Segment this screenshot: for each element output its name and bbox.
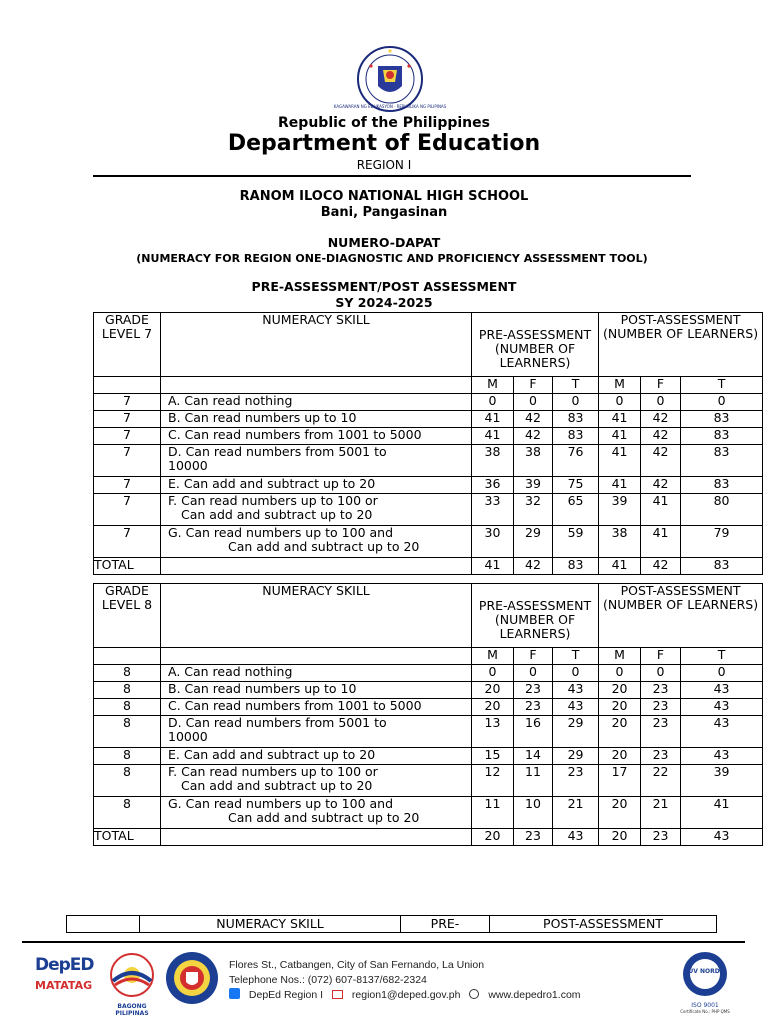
- pre-f-header: F: [514, 648, 553, 665]
- grade-level-header: GRADE LEVEL 8: [94, 584, 161, 648]
- footer-facebook[interactable]: DepEd Region I: [248, 989, 324, 1001]
- table-row: [94, 394, 763, 411]
- post-m-cell: 20: [599, 748, 641, 765]
- skill-text-continued: Can add and subtract up to 20: [181, 507, 373, 522]
- cert-name: TÜV NORD: [684, 968, 720, 975]
- pre-m-cell: 0: [472, 665, 514, 682]
- total-row: [94, 558, 763, 575]
- post-f-header: F: [641, 377, 681, 394]
- pre-f-cell: 32: [514, 494, 553, 526]
- pre-m-total: 41: [472, 558, 514, 575]
- grade-level-cell: 7: [94, 394, 161, 411]
- post-t-total: 83: [681, 558, 763, 575]
- post-m-cell: 39: [599, 494, 641, 526]
- table-row: [94, 526, 763, 558]
- skill-cell: [161, 394, 472, 411]
- footer-email[interactable]: region1@deped.gov.ph: [351, 989, 461, 1001]
- post-f-cell: 0: [641, 394, 681, 411]
- skill-text-continued: 10000: [168, 729, 208, 744]
- assessment-type: PRE-ASSESSMENT/POST ASSESSMENT: [251, 279, 517, 294]
- cert-number: Certificate No.: PHP QMS: [680, 1009, 730, 1014]
- post-t-cell: 43: [681, 682, 763, 699]
- pre-m-total: 20: [472, 829, 514, 846]
- pre-m-header: M: [472, 377, 514, 394]
- table-row: [94, 765, 763, 797]
- skill-cell: [161, 477, 472, 494]
- pre-m-cell: 0: [472, 394, 514, 411]
- pre-m-cell: 41: [472, 411, 514, 428]
- skill-text: E. Can add and subtract up to 20: [168, 747, 376, 762]
- grade-level-cell: 8: [94, 797, 161, 829]
- post-f-cell: 42: [641, 411, 681, 428]
- post-m-cell: 20: [599, 699, 641, 716]
- footer-telephone: Telephone Nos.: (072) 607-8137/682-2324: [229, 974, 427, 986]
- footer-website[interactable]: www.depedro1.com: [488, 989, 581, 1001]
- post-f-total: 23: [641, 829, 681, 846]
- pre-m-cell: 41: [472, 428, 514, 445]
- header-divider: [93, 175, 691, 177]
- pre-f-cell: 42: [514, 411, 553, 428]
- post-f-cell: 42: [641, 445, 681, 477]
- grade-level-cell: 7: [94, 411, 161, 428]
- skill-cell: [161, 411, 472, 428]
- skill-text-continued: Can add and subtract up to 20: [181, 778, 373, 793]
- post-f-cell: 42: [641, 428, 681, 445]
- pre-assessment-header: PRE-ASSESSMENT (NUMBER OF LEARNERS): [472, 584, 599, 648]
- empty-cell: [161, 377, 472, 394]
- post-m-header: M: [599, 648, 641, 665]
- skill-text: B. Can read numbers up to 10: [168, 410, 357, 425]
- post-header: POST-ASSESSMENT: [490, 916, 717, 933]
- grade-level-header: GRADE LEVEL 7: [94, 313, 161, 377]
- total-label: TOTAL: [94, 829, 161, 846]
- post-f-cell: 23: [641, 748, 681, 765]
- pre-m-cell: 12: [472, 765, 514, 797]
- post-assessment-header: POST-ASSESSMENT (NUMBER OF LEARNERS): [599, 313, 763, 377]
- pre-f-cell: 14: [514, 748, 553, 765]
- post-m-cell: 20: [599, 716, 641, 748]
- bagong-pilipinas-logo: [103, 951, 161, 1017]
- post-f-cell: 23: [641, 682, 681, 699]
- footer-address: Flores St., Catbangen, City of San Fernando, La Union: [229, 959, 485, 971]
- next-table-header: [66, 915, 717, 933]
- pre-t-cell: 76: [553, 445, 599, 477]
- deped-matatag-logo: [35, 955, 97, 1003]
- post-m-cell: 38: [599, 526, 641, 558]
- document-title: NUMERO-DAPAT: [327, 235, 441, 250]
- footer-links: [229, 988, 587, 1003]
- skill-cell: [161, 682, 472, 699]
- grade-7-table: [93, 312, 763, 575]
- skill-text-continued: 10000: [168, 458, 208, 473]
- post-m-cell: 41: [599, 428, 641, 445]
- post-m-cell: 0: [599, 394, 641, 411]
- pre-f-header: F: [514, 377, 553, 394]
- post-t-cell: 0: [681, 394, 763, 411]
- post-t-cell: 0: [681, 665, 763, 682]
- pre-t-cell: 29: [553, 748, 599, 765]
- table-row: [94, 682, 763, 699]
- skill-text: A. Can read nothing: [168, 664, 293, 679]
- skill-cell: [161, 445, 472, 477]
- skill-cell: [161, 699, 472, 716]
- post-t-cell: 43: [681, 716, 763, 748]
- skill-cell: [161, 716, 472, 748]
- post-t-cell: 83: [681, 411, 763, 428]
- skill-cell: [161, 428, 472, 445]
- pre-t-cell: 75: [553, 477, 599, 494]
- skill-text: G. Can read numbers up to 100 and: [168, 525, 394, 540]
- post-m-total: 20: [599, 829, 641, 846]
- post-t-header: T: [681, 648, 763, 665]
- table-row: [94, 445, 763, 477]
- pre-t-cell: 83: [553, 411, 599, 428]
- school-location: Bani, Pangasinan: [320, 205, 448, 220]
- pre-f-cell: 0: [514, 665, 553, 682]
- pre-t-cell: 83: [553, 428, 599, 445]
- grade-level-cell: 7: [94, 494, 161, 526]
- post-m-cell: 41: [599, 477, 641, 494]
- post-t-cell: 43: [681, 699, 763, 716]
- post-t-cell: 80: [681, 494, 763, 526]
- document-subtitle: (NUMERACY FOR REGION ONE-DIAGNOSTIC AND PROFICIENCY ASSESSMENT TOOL): [136, 252, 648, 265]
- grade-level-cell: 8: [94, 716, 161, 748]
- post-t-total: 43: [681, 829, 763, 846]
- pre-f-total: 23: [514, 829, 553, 846]
- skill-cell: [161, 748, 472, 765]
- grade-level-cell: 8: [94, 682, 161, 699]
- empty-cell: [94, 648, 161, 665]
- pre-t-cell: 29: [553, 716, 599, 748]
- pre-m-cell: 13: [472, 716, 514, 748]
- footer-contact: [229, 958, 587, 1003]
- post-t-cell: 39: [681, 765, 763, 797]
- globe-icon: [469, 989, 479, 999]
- pre-f-cell: 23: [514, 699, 553, 716]
- total-row: [94, 829, 763, 846]
- skill-text: F. Can read numbers up to 100 or: [168, 764, 378, 779]
- table-row: [94, 716, 763, 748]
- post-t-cell: 79: [681, 526, 763, 558]
- deped-seal-logo: [333, 46, 447, 112]
- pre-m-header: M: [472, 648, 514, 665]
- pre-m-cell: 11: [472, 797, 514, 829]
- skill-text: G. Can read numbers up to 100 and: [168, 796, 394, 811]
- iso-certification-logo: [676, 950, 734, 1016]
- grade-level-cell: 8: [94, 699, 161, 716]
- post-f-cell: 42: [641, 477, 681, 494]
- pre-f-cell: 38: [514, 445, 553, 477]
- skill-text-continued: Can add and subtract up to 20: [228, 539, 420, 554]
- svg-text:KAGAWARAN NG EDUKASYON · REPUB: KAGAWARAN NG EDUKASYON · REPUBLIKA NG PILIPINAS: [333, 104, 447, 109]
- skill-text: C. Can read numbers from 1001 to 5000: [168, 698, 422, 713]
- pre-f-cell: 23: [514, 682, 553, 699]
- pre-f-cell: 29: [514, 526, 553, 558]
- pre-m-cell: 15: [472, 748, 514, 765]
- empty-cell: [67, 916, 140, 933]
- pre-f-cell: 10: [514, 797, 553, 829]
- post-f-header: F: [641, 648, 681, 665]
- post-t-cell: 83: [681, 428, 763, 445]
- post-f-cell: 22: [641, 765, 681, 797]
- pre-m-cell: 38: [472, 445, 514, 477]
- post-f-cell: 23: [641, 716, 681, 748]
- post-m-cell: 20: [599, 682, 641, 699]
- table-row: [94, 665, 763, 682]
- footer-divider: [22, 941, 745, 943]
- pre-m-cell: 20: [472, 682, 514, 699]
- department-heading: Department of Education: [227, 131, 541, 156]
- post-t-cell: 83: [681, 477, 763, 494]
- post-m-header: M: [599, 377, 641, 394]
- school-year: SY 2024-2025: [335, 295, 433, 310]
- region-label: REGION I: [356, 158, 412, 172]
- empty-cell: [161, 558, 472, 575]
- pre-t-total: 83: [553, 558, 599, 575]
- post-f-cell: 0: [641, 665, 681, 682]
- pre-f-cell: 11: [514, 765, 553, 797]
- pre-f-cell: 42: [514, 428, 553, 445]
- table-row: [94, 699, 763, 716]
- skill-header: NUMERACY SKILL: [161, 584, 472, 648]
- pre-f-cell: 16: [514, 716, 553, 748]
- skill-cell: [161, 797, 472, 829]
- total-label: TOTAL: [94, 558, 161, 575]
- pre-header: PRE-: [401, 916, 490, 933]
- skill-text: E. Can add and subtract up to 20: [168, 476, 376, 491]
- pre-m-cell: 36: [472, 477, 514, 494]
- table-row: [94, 797, 763, 829]
- skill-cell: [161, 765, 472, 797]
- facebook-icon: [229, 988, 240, 999]
- skill-text: A. Can read nothing: [168, 393, 293, 408]
- skill-header: NUMERACY SKILL: [140, 916, 401, 933]
- pre-f-cell: 0: [514, 394, 553, 411]
- post-m-cell: 0: [599, 665, 641, 682]
- pre-t-total: 43: [553, 829, 599, 846]
- grade-level-cell: 7: [94, 428, 161, 445]
- skill-cell: [161, 665, 472, 682]
- pre-t-cell: 43: [553, 682, 599, 699]
- pre-t-header: T: [553, 648, 599, 665]
- post-t-cell: 83: [681, 445, 763, 477]
- skill-cell: [161, 526, 472, 558]
- skill-text: B. Can read numbers up to 10: [168, 681, 357, 696]
- post-t-header: T: [681, 377, 763, 394]
- region-seal-logo: [164, 950, 220, 1006]
- post-assessment-header: POST-ASSESSMENT (NUMBER OF LEARNERS): [599, 584, 763, 648]
- skill-text: C. Can read numbers from 1001 to 5000: [168, 427, 422, 442]
- pre-t-header: T: [553, 377, 599, 394]
- grade-level-cell: 7: [94, 526, 161, 558]
- grade-level-cell: 7: [94, 445, 161, 477]
- pre-m-cell: 20: [472, 699, 514, 716]
- post-f-total: 42: [641, 558, 681, 575]
- post-f-cell: 41: [641, 526, 681, 558]
- pre-t-cell: 59: [553, 526, 599, 558]
- post-t-cell: 43: [681, 748, 763, 765]
- empty-cell: [161, 829, 472, 846]
- pre-t-cell: 21: [553, 797, 599, 829]
- pre-f-total: 42: [514, 558, 553, 575]
- table-row: [94, 411, 763, 428]
- deped-wordmark: DepED: [35, 955, 94, 975]
- post-m-cell: 41: [599, 411, 641, 428]
- pre-t-cell: 43: [553, 699, 599, 716]
- post-m-cell: 17: [599, 765, 641, 797]
- post-t-cell: 41: [681, 797, 763, 829]
- pre-assessment-header: PRE-ASSESSMENT (NUMBER OF LEARNERS): [472, 313, 599, 377]
- pre-t-cell: 0: [553, 394, 599, 411]
- skill-text-continued: Can add and subtract up to 20: [228, 810, 420, 825]
- table-row: [94, 748, 763, 765]
- skill-text: D. Can read numbers from 5001 to: [168, 715, 387, 730]
- post-m-total: 41: [599, 558, 641, 575]
- skill-text: F. Can read numbers up to 100 or: [168, 493, 378, 508]
- pre-m-cell: 30: [472, 526, 514, 558]
- skill-header: NUMERACY SKILL: [161, 313, 472, 377]
- table-row: [94, 477, 763, 494]
- bagong-pilipinas-label: BAGONG PILIPINAS: [115, 1003, 149, 1017]
- bagong-pilipinas-emblem: [103, 951, 161, 999]
- grade-level-cell: 8: [94, 748, 161, 765]
- grade-level-cell: 8: [94, 665, 161, 682]
- grade-8-table: [93, 583, 763, 846]
- email-icon: [332, 990, 343, 999]
- post-f-cell: 41: [641, 494, 681, 526]
- post-m-cell: 41: [599, 445, 641, 477]
- pre-m-cell: 33: [472, 494, 514, 526]
- post-m-cell: 20: [599, 797, 641, 829]
- republic-heading: Republic of the Philippines: [278, 115, 490, 131]
- grade-level-cell: 8: [94, 765, 161, 797]
- cert-iso: ISO 9001: [691, 1002, 719, 1009]
- school-name: RANOM ILOCO NATIONAL HIGH SCHOOL: [239, 189, 529, 204]
- post-f-cell: 21: [641, 797, 681, 829]
- pre-f-cell: 39: [514, 477, 553, 494]
- empty-cell: [161, 648, 472, 665]
- table-row: [94, 494, 763, 526]
- post-f-cell: 23: [641, 699, 681, 716]
- matatag-wordmark: MATATAG: [35, 979, 93, 992]
- grade-level-cell: 7: [94, 477, 161, 494]
- empty-cell: [94, 377, 161, 394]
- pre-t-cell: 23: [553, 765, 599, 797]
- pre-t-cell: 65: [553, 494, 599, 526]
- skill-cell: [161, 494, 472, 526]
- skill-text: D. Can read numbers from 5001 to: [168, 444, 387, 459]
- table-row: [94, 428, 763, 445]
- pre-t-cell: 0: [553, 665, 599, 682]
